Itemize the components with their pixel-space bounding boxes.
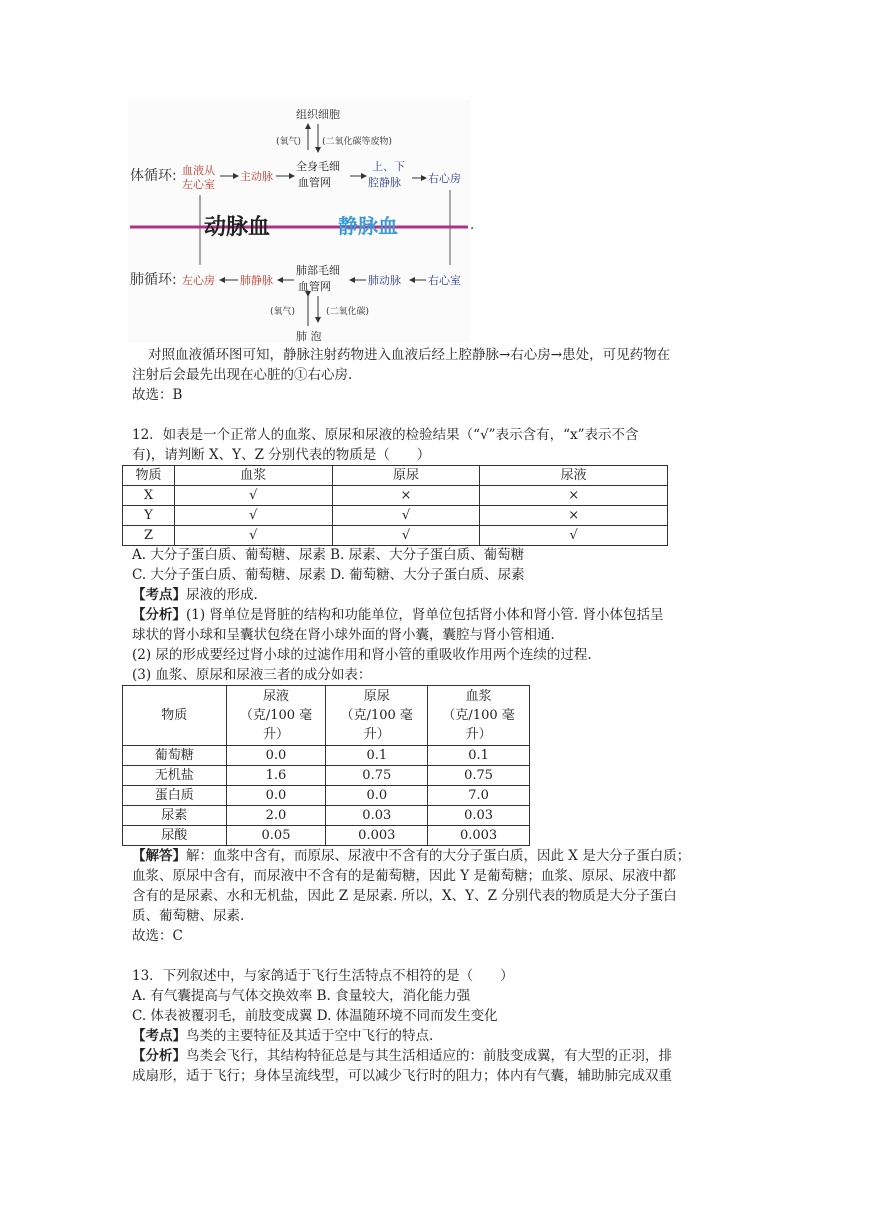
co2-label: (二氧化碳) (326, 307, 370, 317)
svg-text:左心室: 左心室 (182, 178, 215, 191)
table-cell: √ (174, 486, 332, 506)
left-atrium-label: 左心房 (182, 274, 215, 287)
table-header-row (123, 466, 668, 486)
table-cell: 0.1 (428, 746, 530, 766)
q13-fenxi: 【分析】鸟类会飞行，其结构特征总是与其生活相适应的：前肢变成翼，有大型的正羽，排 (132, 1048, 672, 1064)
table-row (123, 766, 530, 786)
table-cell: X (123, 486, 175, 506)
blood-from-lv-label: 血液从 (182, 164, 215, 177)
table-cell: 0.75 (326, 766, 428, 786)
table-cell: √ (332, 526, 480, 546)
table-header-cell: 血浆 (174, 466, 332, 486)
q12-fenxi: 【分析】(1) 肾单位是肾脏的结构和功能单位，肾单位包括肾小体和肾小管. 肾小体包括呈 (132, 607, 664, 623)
table-cell: Z (123, 526, 175, 546)
q13-fenxi-line: 成扇形，适于飞行；身体呈流线型，可以减少飞行时的阻力；体内有气囊，辅助肺完成双重 (132, 1068, 672, 1084)
table-cell: 0.003 (326, 826, 428, 846)
table-row (123, 486, 668, 506)
q12-fenxi-line: (2) 尿的形成要经过肾小球的过滤作用和肾小管的重吸收作用两个连续的过程. (132, 647, 592, 663)
table-cell: √ (480, 526, 668, 546)
q11-answer: 故选：B (132, 387, 183, 403)
alveoli-label: 肺 泡 (296, 330, 322, 343)
q12-stem: 有)，请判断 X、Y、Z 分别代表的物质是（ ） (132, 447, 431, 463)
table-cell: √ (174, 506, 332, 526)
vena-cava-label: 上、下 (372, 160, 405, 173)
q12-jieda-line: 质、葡萄糖、尿素. (132, 908, 245, 924)
table-header-cell: 尿液 （克/100 毫 升） (226, 686, 326, 746)
q13-options-cd: C. 体表被覆羽毛，前肢变成翼 D. 体温随环境不同而发生变化 (132, 1008, 498, 1024)
table-header-cell: 物质 (123, 466, 175, 486)
table-header-cell: 原尿 （克/100 毫 升） (326, 686, 428, 746)
q13-kaodian: 【考点】鸟类的主要特征及其适于空中飞行的特点. (132, 1028, 434, 1044)
table-header-cell: 尿液 (480, 466, 668, 486)
q12-composition-table (122, 685, 530, 846)
table-cell: 0.003 (428, 826, 530, 846)
pulmonary-vein-label: 肺静脉 (240, 274, 273, 287)
oxygen-bottom-label: (氧气) (270, 307, 296, 317)
table-row (123, 786, 530, 806)
co2-waste-label: (二氧化碳等废物) (322, 137, 393, 147)
table-cell: × (332, 486, 480, 506)
table-cell: 0.0 (226, 786, 326, 806)
table-header-cell: 原尿 (332, 466, 480, 486)
q12-check-table (122, 465, 668, 546)
q12-jieda-line: 血浆、原尿中含有，而尿液中不含有的是葡萄糖，因此 Y 是葡萄糖；血浆、原尿、尿液中都 (132, 868, 676, 884)
q12-answer: 故选：C (132, 928, 183, 944)
tissue-cells-label: 组织细胞 (296, 108, 340, 121)
q12-fenxi-line: (3) 血浆、原尿和尿液三者的成分如表： (132, 667, 372, 683)
venous-blood-label: 静脉血 (338, 214, 398, 238)
q12-kaodian: 【考点】尿液的形成. (132, 587, 258, 603)
table-cell: × (480, 486, 668, 506)
table-row (123, 806, 530, 826)
table-cell: × (480, 506, 668, 526)
svg-text:血管网: 血管网 (298, 176, 331, 189)
table-cell: 0.0 (326, 786, 428, 806)
right-atrium-label: 右心房 (428, 172, 461, 185)
table-cell: 蛋白质 (123, 786, 227, 806)
svg-text:血管网: 血管网 (298, 280, 331, 293)
q12-options-ab: A. 大分子蛋白质、葡萄糖、尿素 B. 尿素、大分子蛋白质、葡萄糖 (132, 547, 525, 563)
systemic-circulation-label: 体循环: (130, 168, 177, 184)
table-cell: 0.0 (226, 746, 326, 766)
oxygen-top-label: (氧气) (276, 137, 302, 147)
q13-stem: 13．下列叙述中，与家鸽适于飞行生活特点不相符的是（ ） (132, 968, 514, 984)
table-cell: 0.1 (326, 746, 428, 766)
aorta-label: 主动脉 (240, 170, 273, 183)
table-header-row (123, 686, 530, 746)
right-ventricle-label: 右心室 (428, 274, 461, 287)
table-cell: √ (174, 526, 332, 546)
table-header-cell: 物质 (123, 686, 227, 746)
table-cell: 尿酸 (123, 826, 227, 846)
arterial-blood-label: 动脉血 (204, 215, 271, 240)
table-cell: 0.75 (428, 766, 530, 786)
lung-capillaries-label: 肺部毛细 (296, 264, 340, 277)
pulmonary-circulation-label: 肺循环: (130, 272, 177, 288)
table-cell: 0.05 (226, 826, 326, 846)
table-cell: 0.03 (326, 806, 428, 826)
q12-stem: 12．如表是一个正常人的血浆、原尿和尿液的检验结果（“√”表示含有，“x”表示不含 (132, 427, 639, 443)
table-cell: 无机盐 (123, 766, 227, 786)
q12-jieda-line: 含有的是尿素、水和无机盐，因此 Z 是尿素. 所以，X、Y、Z 分别代表的物质是大分子蛋白 (132, 888, 677, 904)
table-cell: √ (332, 506, 480, 526)
table-cell: 葡萄糖 (123, 746, 227, 766)
table-cell: 0.03 (428, 806, 530, 826)
pulmonary-artery-label: 肺动脉 (368, 274, 401, 287)
table-row (123, 526, 668, 546)
table-row (123, 826, 530, 846)
table-cell: 2.0 (226, 806, 326, 826)
table-cell: 7.0 (428, 786, 530, 806)
q12-options-cd: C. 大分子蛋白质、葡萄糖、尿素 D. 葡萄糖、大分子蛋白质、尿素 (132, 567, 525, 583)
q12-jieda: 【解答】解：血浆中含有，而原尿、尿液中不含有的大分子蛋白质，因此 X 是大分子蛋白质； (132, 848, 691, 864)
table-header-cell: 血浆 （克/100 毫 升） (428, 686, 530, 746)
table-cell: Y (123, 506, 175, 526)
q11-explanation-line: 注射后会最先出现在心脏的①右心房. (132, 367, 353, 383)
diagram-trailing-dot: . (470, 218, 475, 233)
svg-text:腔静脉: 腔静脉 (368, 176, 401, 189)
q13-options-ab: A. 有气囊提高与气体交换效率 B. 食量较大，消化能力强 (132, 988, 471, 1004)
blood-circulation-diagram (128, 100, 478, 345)
q11-explanation-line: 对照血液循环图可知，静脉注射药物进入血液后经上腔静脉→右心房→患处，可见药物在 (148, 347, 671, 363)
table-cell: 尿素 (123, 806, 227, 826)
q12-fenxi-line: 球状的肾小球和呈囊状包绕在肾小球外面的肾小囊，囊腔与肾小管相通. (132, 627, 555, 643)
body-capillaries-label: 全身毛细 (296, 160, 340, 173)
table-row (123, 746, 530, 766)
table-cell: 1.6 (226, 766, 326, 786)
table-row (123, 506, 668, 526)
